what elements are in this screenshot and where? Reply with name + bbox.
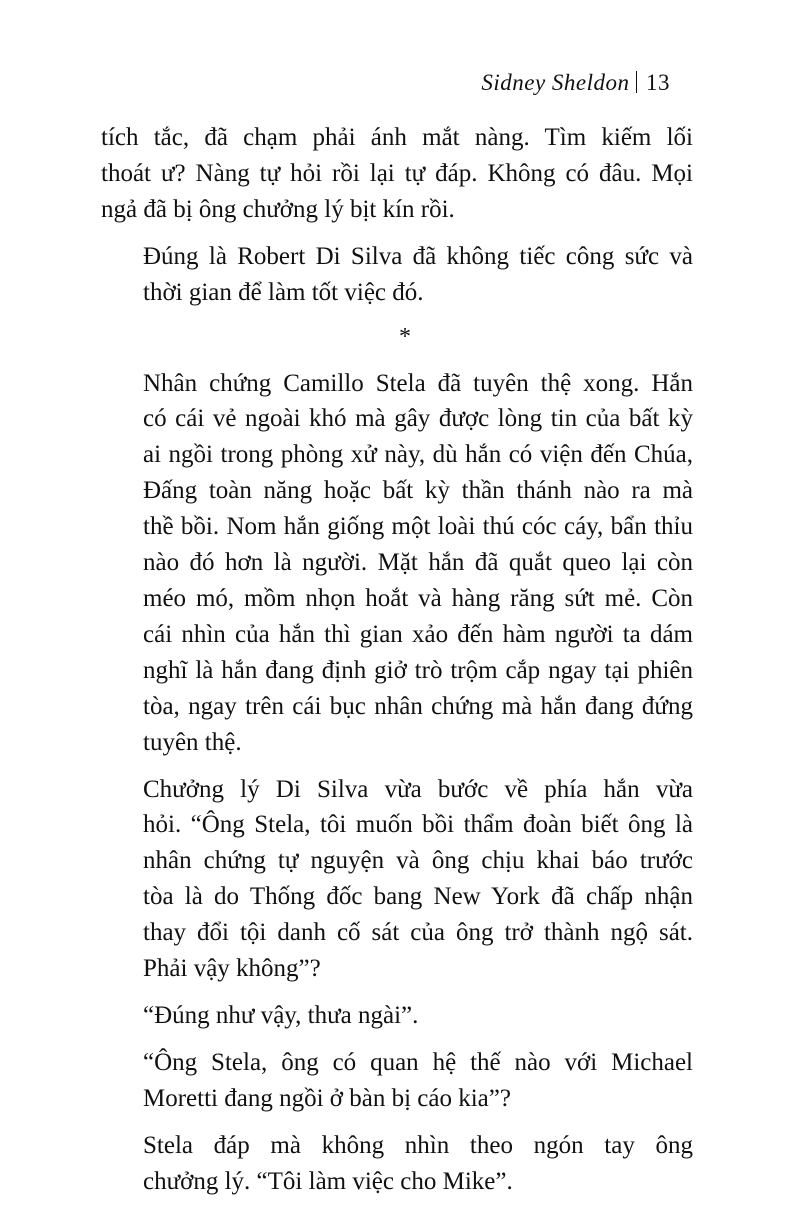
- header-separator: [636, 71, 638, 93]
- body-text: [101, 120, 693, 1210]
- text-line: hỏi. “Ông Stela, tôi muốn bồi thẩm đoàn biết ông là: [143, 811, 693, 839]
- paragraphs-after-break: [101, 366, 693, 1200]
- text-line: Phải vậy không”?: [143, 955, 321, 983]
- text-line: méo mó, mồm nhọn hoắt và hàng răng sứt mẻ. Còn: [143, 584, 693, 612]
- text-line: Đấng toàn năng hoặc bất kỳ thần thánh nào ra mà: [143, 477, 693, 505]
- header-author: Sidney Sheldon: [481, 70, 630, 95]
- text-line: chưởng lý. “Tôi làm việc cho Mike”.: [143, 1167, 513, 1195]
- paragraph: [101, 998, 693, 1034]
- text-line: ngả đã bị ông chưởng lý bịt kín rồi.: [101, 195, 455, 223]
- paragraphs-before-break: [101, 120, 693, 311]
- text-line: thời gian để làm tốt việc đó.: [143, 278, 424, 306]
- text-line: “Ông Stela, ông có quan hệ thế nào với Michael: [143, 1048, 693, 1076]
- text-line: nhân chứng tự nguyện và ông chịu khai báo trước: [143, 847, 693, 875]
- text-line: thay đổi tội danh cố sát của ông trở thành ngộ sát.: [143, 919, 693, 947]
- paragraph: [101, 1128, 693, 1200]
- text-line: tuyên thệ.: [143, 728, 242, 756]
- text-line: Nhân chứng Camillo Stela đã tuyên thệ xong. Hắn: [143, 369, 693, 397]
- text-line: nào đó hơn là người. Mặt hắn đã quắt queo lại còn: [143, 549, 693, 577]
- paragraph: [101, 366, 693, 761]
- text-line: có cái vẻ ngoài khó mà gây được lòng tin của bất kỳ: [143, 405, 693, 433]
- page-number: 13: [646, 70, 670, 95]
- text-line: thoát ư? Nàng tự hỏi rồi lại tự đáp. Không có đâu. Mọi: [101, 159, 693, 187]
- text-line: cái nhìn của hắn thì gian xảo đến hàm người ta dám: [143, 620, 693, 648]
- paragraph: [101, 1045, 693, 1117]
- scene-break: *: [399, 323, 411, 350]
- text-line: Chưởng lý Di Silva vừa bước về phía hắn vừa: [143, 775, 693, 803]
- text-line: tích tắc, đã chạm phải ánh mắt nàng. Tìm kiếm lối: [101, 124, 693, 151]
- text-line: Moretti đang ngồi ở bàn bị cáo kia”?: [143, 1084, 511, 1112]
- text-line: Đúng là Robert Di Silva đã không tiếc công sức và: [143, 242, 693, 270]
- text-line: thề bồi. Nom hắn giống một loài thú cóc cáy, bẩn thỉu: [143, 513, 693, 541]
- paragraph: [101, 239, 693, 311]
- text-line: tòa là do Thống đốc bang New York đã chấp nhận: [143, 883, 693, 911]
- text-line: “Đúng như vậy, thưa ngài”.: [143, 1001, 419, 1029]
- paragraph: [101, 772, 693, 987]
- running-header: [481, 68, 670, 98]
- text-line: nghĩ là hắn đang định giở trò trộm cắp ngay tại phiên: [143, 656, 693, 684]
- text-line: Stela đáp mà không nhìn theo ngón tay ông: [143, 1131, 693, 1159]
- text-line: tòa, ngay trên cái bục nhân chứng mà hắn đang đứng: [143, 692, 693, 720]
- paragraph: [101, 120, 693, 228]
- text-line: ai ngồi trong phòng xử này, dù hắn có viện đến Chúa,: [143, 441, 693, 469]
